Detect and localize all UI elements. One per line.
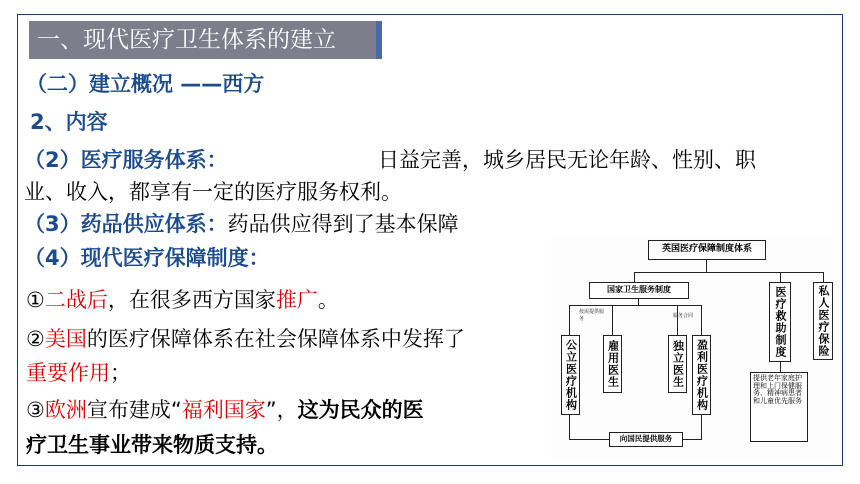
public-institution-box: 公立医疗机构 — [561, 335, 580, 415]
point-3-quote-end: ”， — [265, 398, 298, 422]
connector — [780, 362, 781, 372]
point-3-text: 宣布建成“ — [86, 398, 182, 422]
diagram-top-box: 英国医疗保障制度体系 — [648, 240, 766, 260]
point-3-highlight: 欧洲 — [44, 398, 87, 422]
employed-doctor-box: 雇用医生 — [603, 335, 622, 393]
national-service-box: 国家卫生服务制度 — [589, 282, 689, 299]
profit-institution-box: 盈利医疗机构 — [692, 335, 711, 415]
medical-service-text: 日益完善，城乡居民无论年龄、性别、职 — [378, 148, 756, 172]
connector — [634, 272, 824, 273]
point-2-end: ； — [110, 361, 131, 385]
uk-medical-system-diagram — [551, 236, 832, 460]
private-insurance-box: 私人医疗保险 — [813, 282, 833, 360]
section-title: 一、现代医疗卫生体系的建立 — [29, 21, 382, 59]
point-3-cont: 疗卫生事业带来物质支持。 — [26, 433, 278, 457]
point-1-text: ，在很多西方国家 — [107, 288, 276, 312]
connector — [569, 415, 570, 439]
medical-aid-box: 医疗救助制度 — [769, 282, 791, 362]
point-1-marker: ① — [26, 288, 45, 312]
point-3 — [26, 396, 424, 424]
bottom-service-box: 向国民提供服务 — [609, 432, 683, 447]
connector — [701, 415, 702, 439]
independent-doctor-box: 独立医生 — [668, 335, 687, 393]
point-1-end: 。 — [317, 288, 339, 312]
point-2-highlight-2: 重要作用 — [26, 361, 110, 385]
connector — [701, 305, 702, 335]
point-2-cont — [26, 359, 131, 387]
point-2 — [26, 325, 465, 353]
connector — [683, 439, 702, 440]
subtitle-overview: （二）建立概况 ——西方 — [26, 72, 265, 96]
point-1-highlight: 二战后 — [44, 288, 108, 312]
small-label-right: 服务合同 — [673, 313, 694, 319]
point-2-highlight: 美国 — [44, 327, 87, 351]
drug-supply-heading: （3）药品供应体系： — [24, 212, 228, 236]
connector — [706, 260, 707, 272]
point-3-marker: ③ — [26, 398, 45, 422]
small-label-left: 按需提供服务 — [579, 309, 605, 322]
connector — [780, 272, 781, 282]
point-3-highlight-2: 福利国家 — [181, 398, 266, 422]
connector — [677, 305, 678, 335]
subtitle-content: 2、内容 — [30, 110, 108, 134]
connector — [569, 305, 701, 306]
point-2-text: 的医疗保障体系在社会保障体系中发挥了 — [86, 327, 465, 351]
connector — [569, 305, 570, 335]
medical-service-heading: （2）医疗服务体系： — [24, 148, 228, 172]
point-1 — [26, 286, 339, 314]
security-heading: （4）现代医疗保障制度： — [24, 246, 270, 270]
connector — [612, 305, 613, 335]
point-2-marker: ② — [26, 327, 45, 351]
point-1-highlight-2: 推广 — [275, 288, 318, 312]
connector — [823, 272, 824, 282]
point-3-bold-text: 这为民众的医 — [297, 398, 424, 422]
connector — [569, 439, 609, 440]
drug-supply-text: 药品供应得到了基本保障 — [227, 212, 459, 236]
aid-description-box: 提供老年家庭护理和上门保健服务、精神病患者和儿童优先服务 — [750, 372, 808, 442]
drug-supply-line — [24, 210, 459, 238]
medical-service-text-cont: 业、收入，都享有一定的医疗服务权利。 — [24, 180, 402, 204]
medical-service-line — [24, 146, 228, 174]
connector — [634, 272, 635, 282]
